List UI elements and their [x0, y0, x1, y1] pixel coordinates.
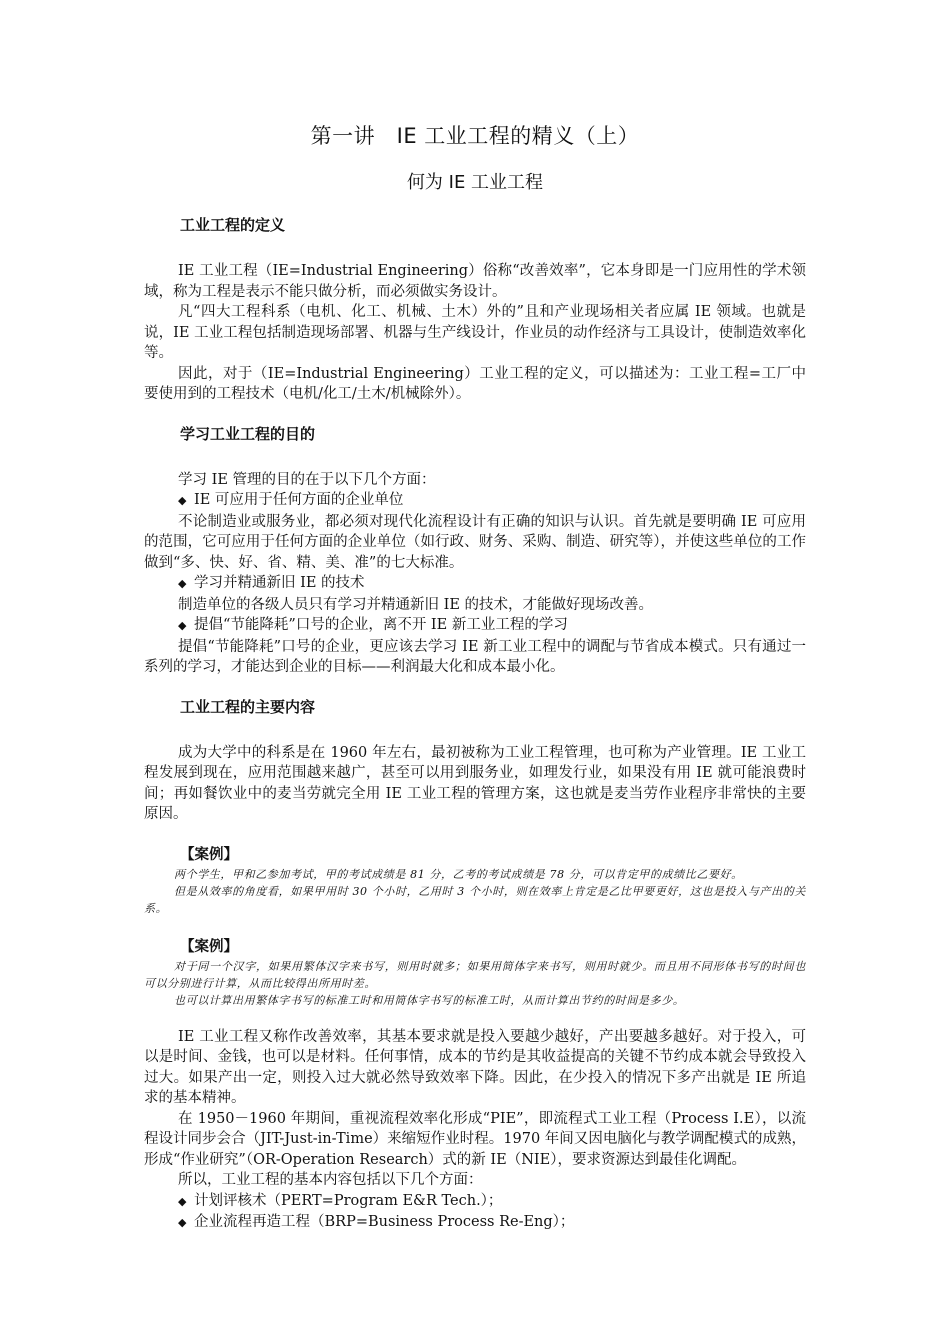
bullet-text: 企业流程再造工程（BRP=Business Process Re-Eng）；: [194, 1214, 575, 1230]
document-body: [144, 120, 806, 1234]
case-text: 对于同一个汉字，如果用繁体汉字来书写，则用时就多；如果用简体字来书写，则用时就少。而且用不同形体书写的时间也可以分别进行计算，从而比较得出所用时差。: [144, 959, 806, 990]
paragraph: 因此，对于（IE=Industrial Engineering）工业工程的定义，可以描述为：工业工程=工厂中要使用到的工程技术（电机/化工/土木/机械除外）。: [144, 365, 806, 402]
case-text: 但是从效率的角度看，如果甲用时 30 个小时，乙用时 3 个小时，则在效率上肯定是乙比甲要更好，这也是投入与产出的关系。: [144, 884, 806, 915]
bullet-item: [178, 490, 806, 512]
page-subtitle: 何为 IE 工业工程: [406, 172, 544, 193]
section-heading-definition: 工业工程的定义: [180, 216, 286, 234]
paragraph: 制造单位的各级人员只有学习并精通新旧 IE 的技术，才能做好现场改善。: [178, 596, 654, 613]
case-label: 【案例】: [180, 846, 238, 863]
diamond-bullet-icon: ◆: [178, 1216, 187, 1229]
bullet-item: [178, 573, 806, 595]
paragraph: 在 1950－1960 年期间，重视流程效率化形成“PIE”，即流程式工业工程（Process I.E），以流程设计同步会合（JIT-Just-in-Time）来缩短作业时程。1970 年间又因电脑化与教学调配模式的成熟，形成“作业研究”（OR-Operation Research）式的新 IE（NIE），要求资源达到最佳化调配。: [144, 1110, 806, 1168]
diamond-bullet-icon: ◆: [178, 494, 187, 507]
paragraph: 凡“四大工程科系（电机、化工、机械、土木）外的”且和产业现场相关者应属 IE 领域。也就是说，IE 工业工程包括制造现场部署、机器与生产线设计，作业员的动作经济与工具设计，使制造效率化等。: [144, 304, 806, 361]
paragraph: 学习 IE 管理的目的在于以下几个方面：: [178, 471, 436, 488]
diamond-bullet-icon: ◆: [178, 619, 187, 632]
bullet-item: [178, 1191, 806, 1213]
section-heading-content: 工业工程的主要内容: [180, 697, 316, 716]
paragraph: 提倡“节能降耗”口号的企业，更应该去学习 IE 新工业工程中的调配与节省成本模式。只有通过一系列的学习，才能达到企业的目标——利润最大化和成本最小化。: [144, 638, 806, 675]
bullet-item: [178, 1212, 806, 1234]
case-text: 也可以计算出用繁体字书写的标准工时和用简体字书写的标准工时，从而计算出节约的时间是多少。: [174, 993, 685, 1007]
paragraph: 不论制造业或服务业，都必须对现代化流程设计有正确的知识与认识。首先就是要明确 IE 可应用的范围，它可应用于任何方面的企业单位（如行政、财务、采购、制造、研究等），并使这些单位的工作做到“多、快、好、省、精、美、准”的七大标准。: [144, 513, 806, 571]
page-title: 第一讲 IE 工业工程的精义（上）: [310, 124, 640, 148]
bullet-text: 学习并精通新旧 IE 的技术: [194, 575, 365, 591]
paragraph: IE 工业工程（IE=Industrial Engineering）俗称“改善效率”，它本身即是一门应用性的学术领域，称为工程是表示不能只做分析，而必须做实务设计。: [144, 263, 806, 300]
section-heading-purpose: 学习工业工程的目的: [180, 424, 316, 443]
case-label: 【案例】: [180, 938, 238, 955]
diamond-bullet-icon: ◆: [178, 1194, 187, 1208]
bullet-item: [178, 615, 806, 637]
paragraph: 所以，工业工程的基本内容包括以下几个方面：: [178, 1172, 483, 1188]
bullet-text: 提倡“节能降耗”口号的企业，离不开 IE 新工业工程的学习: [194, 617, 568, 633]
diamond-bullet-icon: ◆: [178, 577, 187, 590]
bullet-text: IE 可应用于任何方面的企业单位: [194, 492, 404, 508]
paragraph: 成为大学中的科系是在 1960 年左右，最初被称为工业工程管理，也可称为产业管理。IE 工业工程发展到现在，应用范围越来越广，甚至可以用到服务业，如理发行业，如果没有用 IE 就可能浪费时间；再如餐饮业中的麦当劳就完全用 IE 工业工程的管理方案，这也就是麦当劳作业程序非常快的主要原因。: [144, 744, 806, 822]
case-text: 两个学生，甲和乙参加考试，甲的考试成绩是 81 分，乙考的考试成绩是 78 分，可以肯定甲的成绩比乙要好。: [174, 867, 743, 881]
paragraph: IE 工业工程又称作改善效率，其基本要求就是投入要越少越好，产出要越多越好。对于投入，可以是时间、金钱，也可以是材料。任何事情，成本的节约是其收益提高的关键不节约成本就会导致投入过大。如果产出一定，则投入过大就必然导致效率下降。因此，在少投入的情况下多产出就是 IE 所追求的基本精神。: [144, 1028, 806, 1106]
bullet-text: 计划评核术（PERT=Program E&R Tech.）；: [194, 1192, 503, 1209]
